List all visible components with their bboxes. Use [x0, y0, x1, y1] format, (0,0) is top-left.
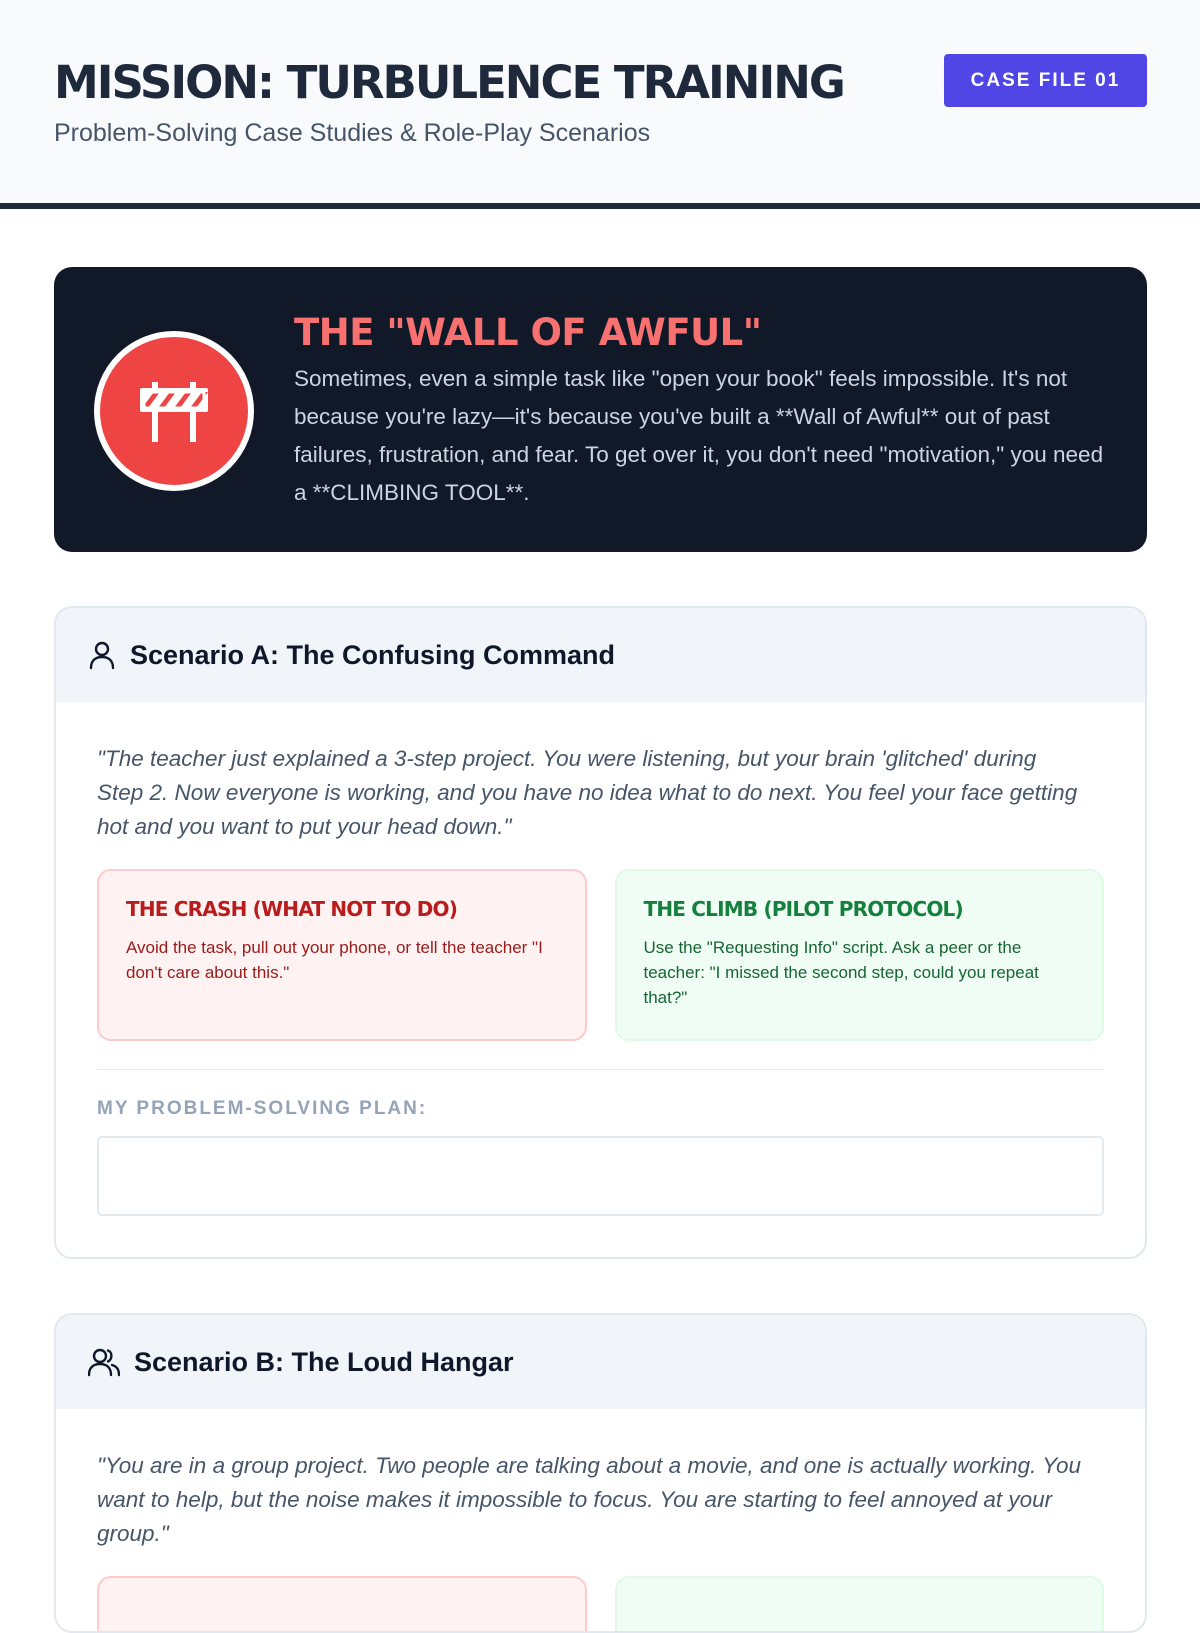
climb-card: [615, 869, 1105, 1041]
barrier-icon: [94, 331, 254, 491]
page-header: [0, 0, 1200, 209]
scenario-b-card: [54, 1313, 1147, 1633]
crash-card: [97, 1576, 587, 1633]
climb-text: Use the "Requesting Info" script. Ask a peer or the teacher: "I missed the second step, could you repeat that?": [643, 938, 1039, 1007]
climb-title: THE CLIMB (PILOT PROTOCOL): [643, 897, 963, 921]
climb-card: [615, 1576, 1105, 1633]
wall-of-awful-panel: [54, 267, 1147, 552]
scenario-b-header: [56, 1315, 1145, 1409]
problem-solving-plan-input[interactable]: [97, 1136, 1104, 1216]
crash-text: Avoid the task, pull out your phone, or tell the teacher "I don't care about this.": [126, 938, 543, 982]
users-icon: [88, 1347, 120, 1377]
plan-label: MY PROBLEM-SOLVING PLAN:: [97, 1098, 428, 1119]
crash-title: THE CRASH (WHAT NOT TO DO): [126, 897, 458, 921]
page-subtitle: Problem-Solving Case Studies & Role-Play Scenarios: [54, 119, 651, 147]
wall-description: Sometimes, even a simple task like "open your book" feels impossible. It's not because you're lazy—it's because you've built a **Wall of Awful** out of past failures, frustration, and fear. To get over it, you don't need "motivation," you need a **CLIMBING TOOL**.: [294, 366, 1104, 505]
page-title: MISSION: TURBULENCE TRAINING: [54, 56, 844, 109]
case-file-badge: CASE FILE 01: [944, 54, 1147, 107]
user-icon: [88, 640, 116, 670]
scenario-a-quote: "The teacher just explained a 3-step project. You were listening, but your brain 'glitched' during Step 2. Now everyone is working, and you have no idea what to do next. You feel your face getting hot and you want to put your head down.": [97, 746, 1078, 839]
scenario-a-title: Scenario A: The Confusing Command: [130, 639, 616, 670]
wall-title: THE "WALL OF AWFUL": [294, 311, 762, 354]
divider: [97, 1069, 1104, 1070]
scenario-b-title: Scenario B: The Loud Hangar: [134, 1346, 514, 1377]
crash-card: [97, 869, 587, 1041]
scenario-a-card: [54, 606, 1147, 1259]
scenario-b-quote: "You are in a group project. Two people are talking about a movie, and one is actually working. You want to help, but the noise makes it impossible to focus. You are starting to feel annoyed at your group.": [97, 1453, 1082, 1546]
scenario-a-header: [56, 608, 1145, 702]
